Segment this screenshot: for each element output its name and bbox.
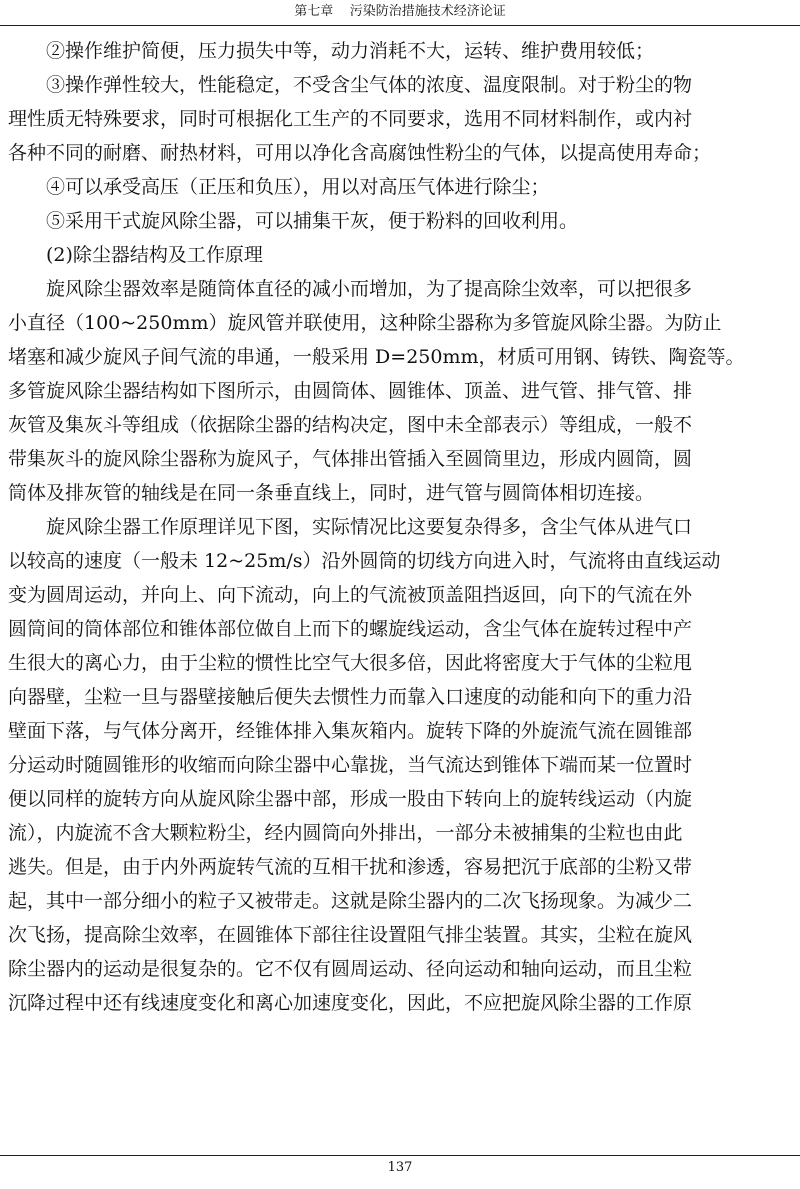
text-line: ④可以承受高压（正压和负压），用以对高压气体进行除尘；: [46, 176, 550, 198]
text-line: 旋风除尘器工作原理详见下图，实际情况比这要复杂得多，含尘气体从进气口: [46, 516, 693, 538]
text-line: 便以同样的旋转方向从旋风除尘器中部，形成一股由下转向上的旋转线运动（内旋: [8, 788, 693, 810]
text-line: 圆筒间的筒体部位和锥体部位做自上而下的螺旋线运动，含尘气体在旋转过程中产: [8, 618, 693, 640]
text-line: 堵塞和减少旋风子间气流的串通，一般采用 D=250mm，材质可用钢、铸铁、陶瓷等。: [8, 346, 745, 368]
text-line: 逃失。但是，由于内外两旋转气流的互相干扰和渗透，容易把沉于底部的尘粉又带: [8, 856, 693, 878]
text-line: ③操作弹性较大，性能稳定，不受含尘气体的浓度、温度限制。对于粉尘的物: [46, 74, 693, 96]
text-line: 理性质无特殊要求，同时可根据化工生产的不同要求，选用不同材料制作，或内衬: [8, 108, 693, 130]
text-line: 小直径（100~250mm）旋风管并联使用，这种除尘器称为多管旋风除尘器。为防止: [8, 312, 722, 334]
text-line: 流），内旋流不含大颗粒粉尘，经内圆筒向外排出，一部分未被捕集的尘粒也由此: [8, 822, 683, 844]
text-line: 沉降过程中还有线速度变化和离心加速度变化，因此，不应把旋风除尘器的工作原: [8, 992, 693, 1014]
text-line: 次飞扬，提高除尘效率，在圆锥体下部往往设置阻气排尘装置。其实，尘粒在旋风: [8, 924, 693, 946]
text-line: 筒体及排灰管的轴线是在同一条垂直线上，同时，进气管与圆筒体相切连接。: [8, 482, 655, 504]
text-line: 多管旋风除尘器结构如下图所示，由圆筒体、圆锥体、顶盖、进气管、排气管、排: [8, 380, 693, 402]
text-line: 除尘器内的运动是很复杂的。它不仅有圆周运动、径向运动和轴向运动，而且尘粒: [8, 958, 693, 980]
text-line: 向器壁，尘粒一旦与器壁接触后便失去惯性力而靠入口速度的动能和向下的重力沿: [8, 686, 693, 708]
text-line: 生很大的离心力，由于尘粒的惯性比空气大很多倍，因此将密度大于气体的尘粒甩: [8, 652, 693, 674]
section-heading: (2)除尘器结构及工作原理: [46, 244, 263, 266]
text-line: 以较高的速度（一般未 12~25m/s）沿外圆筒的切线方向进入时，气流将由直线运动: [8, 550, 721, 572]
text-line: 各种不同的耐磨、耐热材料，可用以净化含高腐蚀性粉尘的气体，以提高使用寿命；: [8, 142, 712, 164]
footer-divider: [0, 1155, 800, 1156]
text-line: 灰管及集灰斗等组成（依据除尘器的结构决定，图中未全部表示）等组成，一般不: [8, 414, 693, 436]
page-header: 第七章 污染防治措施技术经济论证: [0, 0, 800, 26]
page-number: 137: [387, 1160, 413, 1175]
text-line: 带集灰斗的旋风除尘器称为旋风子，气体排出管插入至圆筒里边，形成内圆筒，圆: [8, 448, 693, 470]
text-line: 起，其中一部分细小的粒子又被带走。这就是除尘器内的二次飞扬现象。为减少二: [8, 890, 693, 912]
text-line: 分运动时随圆锥形的收缩而向除尘器中心靠拢，当气流达到锥体下端而某一位置时: [8, 754, 693, 776]
text-line: ②操作维护简便，压力损失中等，动力消耗不大，运转、维护费用较低；: [46, 40, 655, 62]
text-line: 壁面下落，与气体分离开，经锥体排入集灰箱内。旋转下降的外旋流气流在圆锥部: [8, 720, 693, 742]
text-line: 旋风除尘器效率是随筒体直径的减小而增加，为了提高除尘效率，可以把很多: [46, 278, 693, 300]
text-line: 变为圆周运动，并向上、向下流动，向上的气流被顶盖阻挡返回，向下的气流在外: [8, 584, 693, 606]
text-line: ⑤采用干式旋风除尘器，可以捕集干灰，便于粉料的回收利用。: [46, 210, 579, 232]
